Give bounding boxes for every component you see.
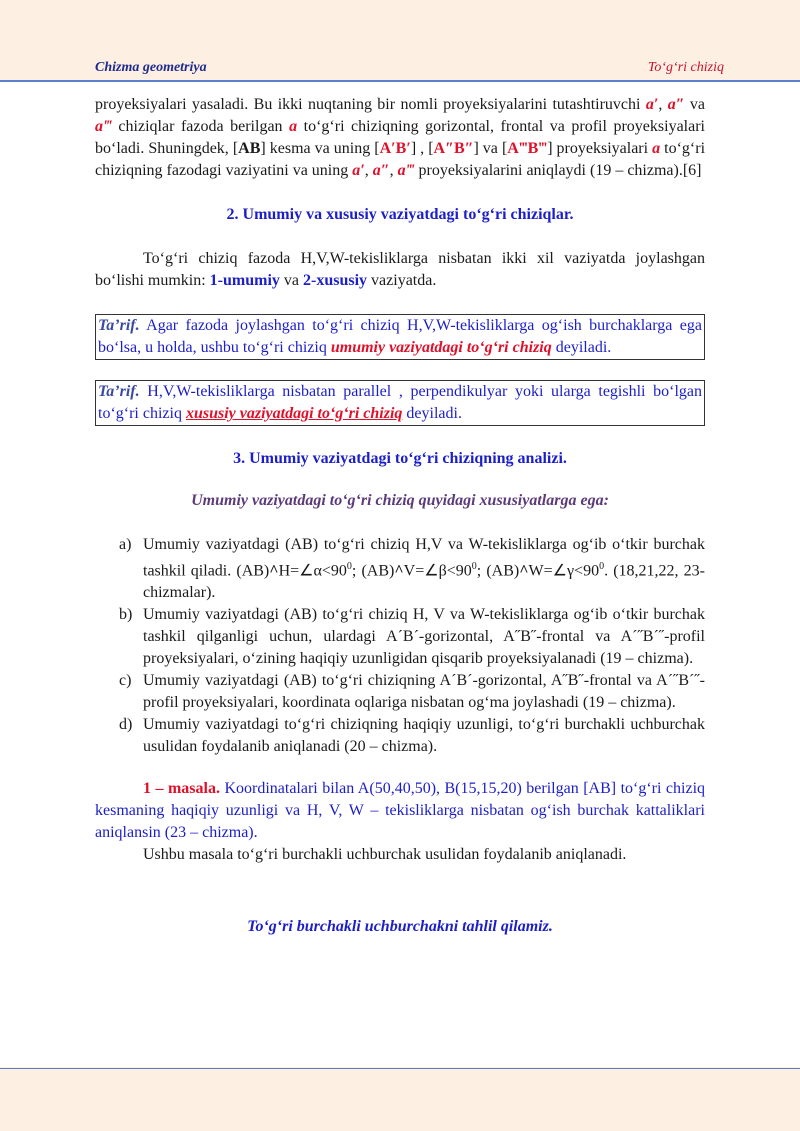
text: To‘g‘ri chiziq fazoda H,V,W-tekisliklarga nisbatan ikki xil vaziyatda joylashgan bo‘lishi mumkin: [95, 250, 705, 289]
intro-paragraph [95, 94, 705, 182]
highlight: 1-umumiy [209, 272, 280, 289]
definition-text: H,V,W-tekisliklarga nisbatan parallel , perpendikulyar yoki ularga tegishli bo‘lgan to‘g‘ri chiziq [98, 383, 702, 422]
text: to‘g‘ri chiziqning fazodagi vaziyatini va uning [95, 140, 706, 179]
definition-tail: deyiladi. [551, 339, 612, 356]
text: . (18,21,22, 23-chizmalar). [143, 562, 706, 602]
task-text: Koordinatalari bilan A(50,40,50), B(15,15,20) berilgan [AB] to‘g‘ri chiziq kesmaning haqiqiy uzunligi va H, V, W – tekisliklarga nisbatan og‘ish burchak kattaliklari aniqlansin (23 – chizma). [95, 780, 706, 842]
definition-accent: xususiy vaziyatdagi to‘g‘ri chiziq [185, 405, 403, 422]
segment-label: A‴B‴ [507, 140, 548, 157]
symbol: a‴ [397, 162, 415, 179]
header-book-title: Chizma geometriya [95, 60, 207, 75]
symbol: a [289, 118, 298, 135]
text: ] va [ [473, 140, 508, 157]
header-rule [0, 80, 800, 82]
symbol: a″ [667, 96, 685, 113]
definition-tail: deyiladi. [402, 405, 462, 422]
text: proyeksiyalarini aniqlaydi (19 – chizma).[6] [414, 162, 702, 179]
definition-term: Ta’rif. [98, 383, 140, 400]
symbol: a″ [372, 162, 390, 179]
text: Umumiy vaziyatdagi (AB) to‘g‘ri chiziq H, V va W-tekisliklarga og‘ib o‘tkir burchak tashkil qilganligi uchun, ulardagi A´B´-gorizontal, A˝B˝-frontal va A´˝B´˝-profil proyeksiyalari, o‘zining haqiqiy uzunligidan qisqarib proyeksiyalanadi (19 – chizma). [143, 606, 705, 668]
degree: 0 [471, 561, 477, 572]
content [95, 94, 705, 938]
symbol: a′ [645, 96, 659, 113]
text: Umumiy vaziyatdagi (AB) to‘g‘ri chiziq H,V va W-tekisliklarga og‘ib o‘tkir burchak tashkil qiladi. (AB) [143, 536, 705, 580]
text: va [684, 96, 706, 113]
text: chiziqlar fazoda berilgan [111, 118, 290, 135]
text: ] , [ [410, 140, 434, 157]
text: W=∠γ<90 [528, 562, 600, 580]
text: H=∠α<90 [278, 562, 347, 580]
text: proyeksiyalari yasaladi. Bu ikki nuqtaning bir nomli proyeksiyalarini tutashtiruvchi [95, 96, 646, 113]
text: Umumiy vaziyatdagi to‘g‘ri chiziqning haqiqiy uzunligi, to‘g‘ri burchakli uchburchak usulidan foydalanib aniqlanadi (20 – chizma). [143, 716, 705, 756]
segment-label: A″B″ [433, 140, 474, 157]
definition-text: Agar fazoda joylashgan to‘g‘ri chiziq H,V,W-tekisliklarga og‘ish burchaklarga ega bo‘lsa, u holda, ushbu to‘g‘ri chiziq [98, 317, 702, 356]
definition-box-1 [95, 314, 705, 360]
list-item [119, 670, 705, 714]
text: , [389, 162, 398, 179]
angle-caret: ^ [269, 562, 279, 580]
section-2-paragraph [95, 248, 705, 292]
text: to‘g‘ri chiziqning gorizontal, frontal va profil proyeksiyalari bo‘ladi. Shuningdek, [ [95, 118, 705, 157]
text: ; (AB) [476, 562, 520, 580]
section-3-subtitle: Umumiy vaziyatdagi to‘g‘ri chiziq quyidagi xususiyatlarga ega: [191, 492, 609, 509]
header-chapter-title: To‘g‘ri chiziq [647, 60, 724, 75]
list-marker: a) [119, 536, 132, 553]
symbol: a′ [352, 162, 365, 179]
definition-term: Ta’rif. [98, 317, 140, 334]
segment-label: AB [238, 140, 261, 157]
degree: 0 [346, 561, 352, 572]
text: ; (AB) [351, 562, 395, 580]
closing-heading: To‘g‘ri burchakli uchburchakni tahlil qilamiz. [247, 918, 553, 936]
footer-rule [0, 1068, 800, 1069]
list-item [119, 714, 705, 758]
task-followup: Ushbu masala to‘g‘ri burchakli uchburchak usulidan foydalanib aniqlanadi. [143, 846, 627, 864]
text: , [658, 96, 668, 113]
list-item [119, 534, 706, 604]
text: V=∠β<90 [403, 562, 472, 580]
text: ] proyeksiyalari [547, 140, 653, 157]
symbol: a‴ [95, 118, 112, 135]
segment-label: A′B′ [379, 140, 411, 157]
list-marker: b) [119, 606, 133, 624]
text: Umumiy vaziyatdagi (AB) to‘g‘ri chiziqning A´B´-gorizontal, A˝B˝-frontal va A´˝B´˝-profil proyeksiyalari, koordinata oqlariga nisbatan og‘ma joylashadi (19 – chizma). [143, 672, 705, 712]
degree: 0 [599, 561, 605, 572]
properties-list [95, 534, 705, 758]
text: va [279, 272, 304, 289]
task-label: 1 – masala. [143, 780, 220, 798]
section-2-title: 2. Umumiy va xususiy vaziyatdagi to‘g‘ri chiziqlar. [226, 206, 574, 223]
symbol: a [652, 140, 661, 157]
definition-box-2 [95, 380, 705, 426]
section-3-title: 3. Umumiy vaziyatdagi to‘g‘ri chiziqning analizi. [233, 450, 567, 467]
text: ] kesma va uning [ [260, 140, 380, 157]
task-paragraph [95, 778, 705, 844]
text: vaziyatda. [367, 272, 437, 289]
angle-caret: ^ [519, 562, 529, 580]
list-item [119, 604, 705, 670]
definition-accent: umumiy vaziyatdagi to‘g‘ri chiziq [330, 339, 552, 356]
list-marker: c) [119, 672, 132, 690]
highlight: 2-xususiy [303, 272, 368, 289]
text: , [364, 162, 373, 179]
list-marker: d) [119, 716, 133, 734]
angle-caret: ^ [394, 562, 404, 580]
